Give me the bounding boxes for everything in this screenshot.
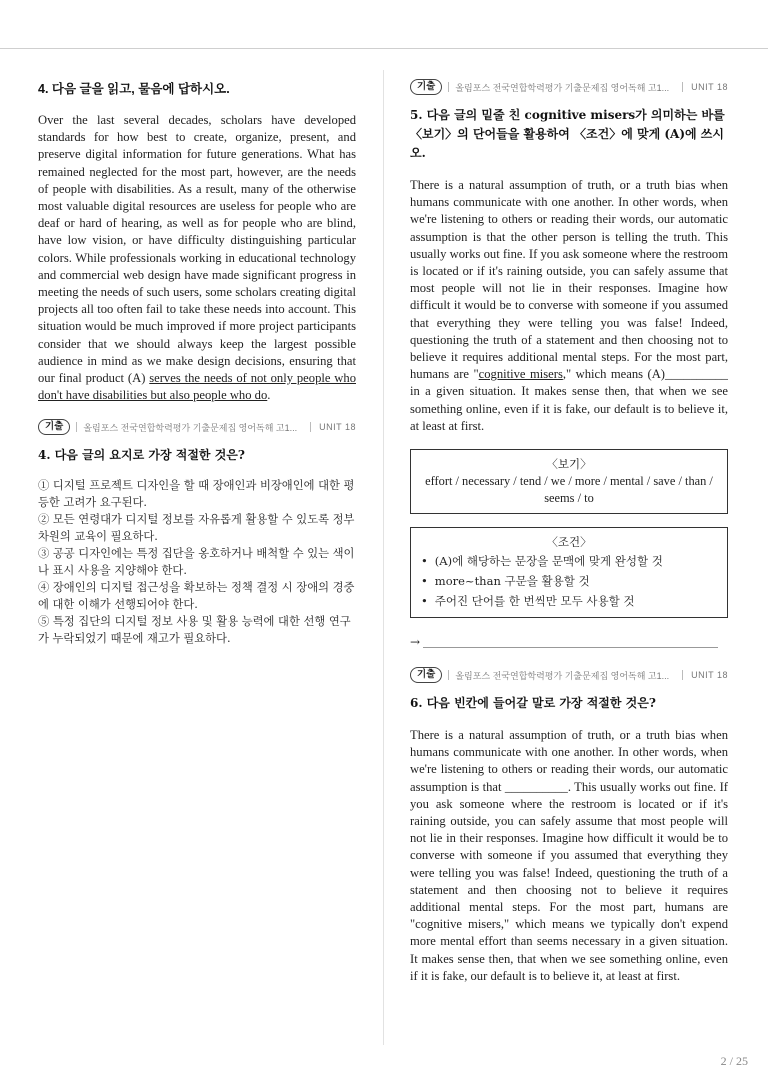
- choice-1[interactable]: ① 디지털 프로젝트 디자인을 할 때 장애인과 비장애인에 대한 평등한 고려가 요구된다.: [38, 479, 355, 510]
- q5-passage: [410, 177, 728, 435]
- source-separator: [76, 422, 77, 432]
- source-text: 올림포스 전국연합학력평가 기출문제집 영어독해 고1...: [455, 82, 670, 93]
- source-separator: [448, 82, 449, 92]
- gichul-badge: 기출: [410, 79, 442, 95]
- bogi-words: effort / necessary / tend / we / more / mental / save / than / seems / to: [425, 474, 713, 506]
- right-column: [410, 78, 728, 985]
- arrow-icon: →: [410, 635, 421, 650]
- q4-reading-heading: 4. 다음 글을 읽고, 물음에 답하시오.: [38, 82, 230, 96]
- condition-item: • more~than 구문을 활용할 것: [421, 571, 717, 591]
- left-column: [38, 78, 356, 647]
- q6-source-row: [410, 666, 728, 684]
- q6-heading: 6. 다음 빈칸에 들어갈 말로 가장 적절한 것은?: [410, 696, 656, 711]
- q4b-choices: [38, 477, 356, 647]
- condition-box: [410, 527, 728, 618]
- q5-passage-main: There is a natural assumption of truth, or a truth bias when humans communicate with one another. In other words, when we're listening to others or reading their words, our automatic assumption is that the other person is telling the truth. This usually works out fine. If you ask someone where the restroom is located or if it's raining outside, you can safely assume that most people will not lie in their responses. Imagine how difficult it would be to converse with someone if you assumed that everything they were telling you was false! Indeed, questioning the truth of a statement and then choosing not to believe it requires additional mental steps. For the most part, humans are ": [410, 178, 728, 382]
- choice-5[interactable]: ⑤ 특정 집단의 디지털 정보 사용 및 활용 능력에 대한 선행 연구가 누락되었기 때문에 재고가 필요하다.: [38, 615, 351, 646]
- source-separator: [448, 670, 449, 680]
- condition-item: • 주어진 단어를 한 번씩만 모두 사용할 것: [421, 591, 717, 611]
- unit-label: UNIT 18: [682, 670, 728, 680]
- q5-passage-end: ," which means (A)__________ in a given situation. It makes sense then, that when we see something online, even if it is fake, our default is to believe it, at least at first.: [410, 367, 728, 433]
- condition-title: 〈조건〉: [546, 535, 592, 550]
- q4-underlined-a: serves the needs of not only people who don't have disabilities but also people who do: [38, 371, 356, 403]
- column-divider: [383, 70, 384, 1045]
- header-divider: [0, 48, 768, 49]
- q6-passage: There is a natural assumption of truth, or a truth bias when humans communicate with one another. In other words, when we're listening to others or reading their words, our automatic assumption is that __________. This usually works out fine. If you ask someone where the restroom is located or if it's raining outside, you can safely assume that most people will not lie in their responses. Imagine how difficult it would be to converse with someone if you assumed that everything they were telling you was false! Indeed, questioning the truth of a statement and then choosing not to believe it requires additional mental steps. For the most part, humans are "cognitive misers," which means we typically don't expend more mental effort than seems necessary in a given situation. It makes sense then, that when we see something online, even if it is fake, our default is to believe it, at least at first.: [410, 728, 728, 983]
- gichul-badge: 기출: [38, 419, 70, 435]
- choice-2[interactable]: ② 모든 연령대가 디지털 정보를 자유롭게 활용할 수 있도록 정부 차원의 교육이 필요하다.: [38, 513, 355, 544]
- condition-item: • (A)에 해당하는 문장을 문맥에 맞게 완성할 것: [421, 551, 717, 571]
- q4-passage-end: .: [267, 388, 271, 403]
- choice-3[interactable]: ③ 공공 디자인에는 특정 집단을 옹호하거나 배척할 수 있는 색이나 표시 사용을 지양해야 한다.: [38, 547, 355, 578]
- bogi-box: [410, 449, 728, 514]
- q4-passage-main: Over the last several decades, scholars have developed standards for how best to create, organize, present, and preserve digital information for future generations. What has remained neglected for the most part, however, are the needs of people with disabilities. As a result, many of the otherwise most valuable digital resources are useless for people who are deaf or hard of hearing, as well as for people who are blind, have low vision, or have difficulty distinguishing particular colors. While professionals working in educational technology and commercial web design have made significant progress in meeting the needs of such users, some scholars creating digital projects all too often fail to take these needs into account. This situation would be much improved if more project participants consider that we should always keep the largest possible audience in mind as we make design decisions, ensuring that our final product (A): [38, 113, 356, 386]
- gichul-badge: 기출: [410, 667, 442, 683]
- unit-label: UNIT 18: [682, 82, 728, 92]
- choice-4[interactable]: ④ 장애인의 디지털 접근성을 확보하는 정책 결정 시 장애의 경중에 대한 이해가 선행되어야 한다.: [38, 581, 355, 612]
- bogi-title: 〈보기〉: [546, 457, 592, 472]
- unit-label: UNIT 18: [310, 422, 356, 432]
- q4b-source-row: [38, 418, 356, 436]
- source-text: 올림포스 전국연합학력평가 기출문제집 영어독해 고1...: [455, 670, 670, 681]
- source-text: 올림포스 전국연합학력평가 기출문제집 영어독해 고1...: [83, 422, 298, 433]
- condition-list: [421, 551, 717, 611]
- q5-source-row: [410, 78, 728, 96]
- q4b-heading: 4. 다음 글의 요지로 가장 적절한 것은?: [38, 448, 245, 463]
- page-number: 2 / 25: [720, 1054, 748, 1068]
- answer-line[interactable]: [410, 632, 718, 648]
- q5-underlined-term: cognitive misers: [478, 367, 563, 382]
- q5-heading: 5. 다음 글의 밑줄 친 cognitive misers가 의미하는 바를 〈보기〉의 단어들을 활용하여 〈조건〉에 맞게 (A)에 쓰시오.: [410, 108, 725, 160]
- q4-passage: [38, 112, 356, 404]
- answer-blank[interactable]: [423, 638, 718, 648]
